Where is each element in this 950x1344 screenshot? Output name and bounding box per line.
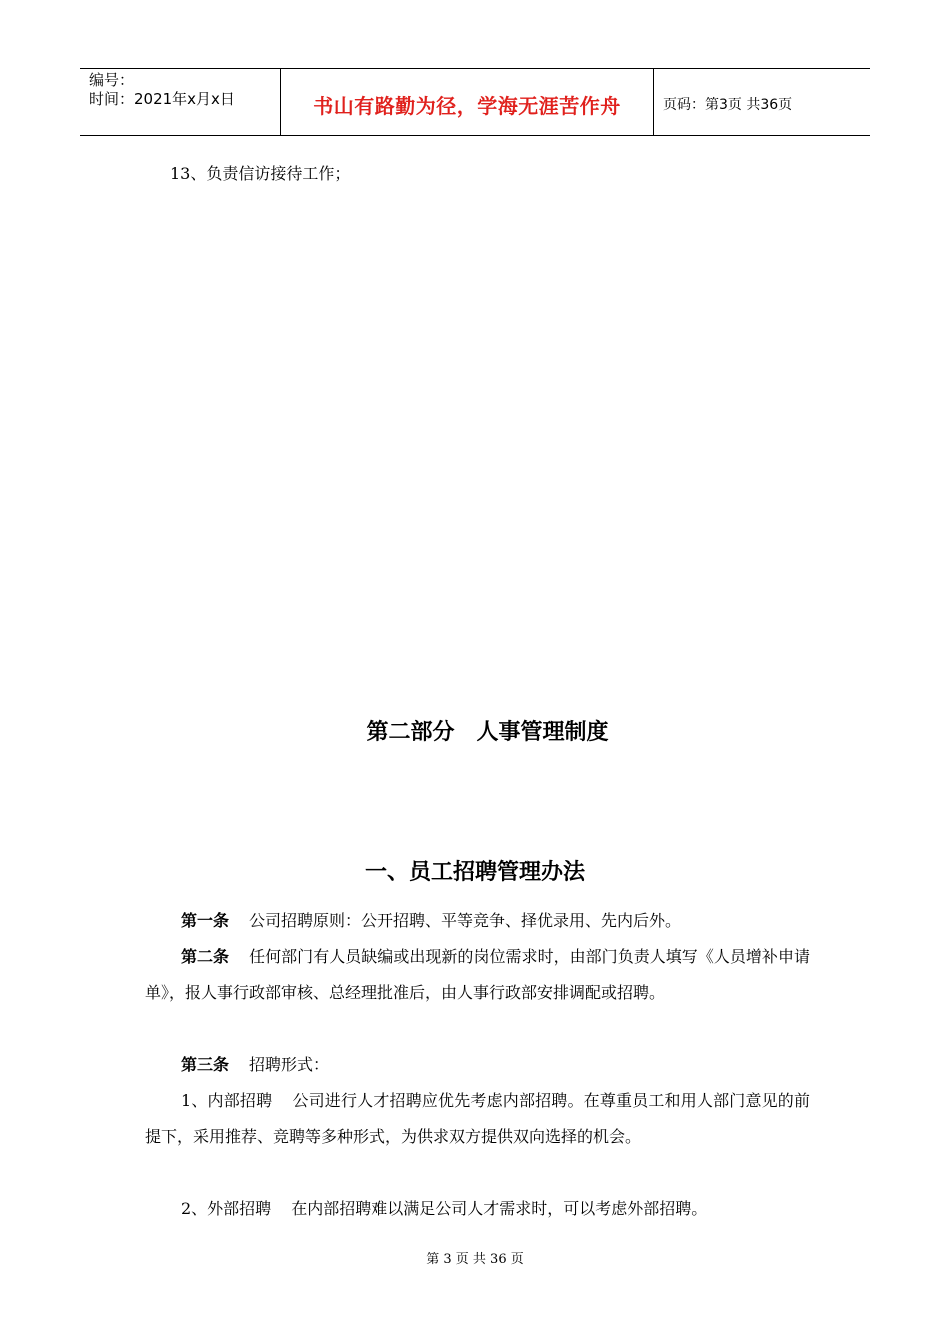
header-page-cell xyxy=(654,69,870,135)
header-time: 时间：2021年x月x日 xyxy=(89,90,235,108)
article-2 xyxy=(145,939,810,1011)
article-2-label: 第二条 xyxy=(181,947,230,966)
recruit-form-1-label: 1、内部招聘 xyxy=(181,1091,273,1110)
article-2-text: 任何部门有人员缺编或出现新的岗位需求时，由部门负责人填写《人员增补申请单》，报人事行政部审核、总经理批准后，由人事行政部安排调配或招聘。 xyxy=(145,947,810,1002)
header-meta xyxy=(80,69,281,135)
article-3-text: 招聘形式： xyxy=(249,1055,330,1074)
page-header xyxy=(80,68,870,136)
part-title: 第二部分 人事管理制度 xyxy=(366,720,609,745)
section-title: 一、员工招聘管理办法 xyxy=(364,860,585,885)
recruit-form-2-text: 在内部招聘难以满足公司人才需求时，可以考虑外部招聘。 xyxy=(291,1199,708,1218)
page-footer: 第 3 页 共 36 页 xyxy=(426,1252,524,1267)
article-1-label: 第一条 xyxy=(181,911,230,930)
recruit-form-1-text: 公司进行人才招聘应优先考虑内部招聘。在尊重员工和用人部门意见的前提下，采用推荐、竞聘等多种形式，为供求双方提供双向选择的机会。 xyxy=(145,1091,810,1146)
recruit-form-2-label: 2、外部招聘 xyxy=(181,1199,272,1218)
header-page-info: 页码：第3页 共36页 xyxy=(663,97,793,113)
header-motto-cell xyxy=(281,69,654,135)
article-1-text: 公司招聘原则：公开招聘、平等竞争、择优录用、先内后外。 xyxy=(249,911,682,930)
article-3 xyxy=(145,1047,810,1083)
article-1 xyxy=(145,903,810,939)
item-13: 13、负责信访接待工作； xyxy=(170,164,351,183)
recruit-form-1 xyxy=(145,1083,810,1155)
header-motto: 书山有路勤为径，学海无涯苦作舟 xyxy=(313,93,621,118)
article-3-label: 第三条 xyxy=(181,1055,230,1074)
recruit-form-2 xyxy=(145,1191,810,1227)
header-number-label: 编号： xyxy=(89,71,135,89)
